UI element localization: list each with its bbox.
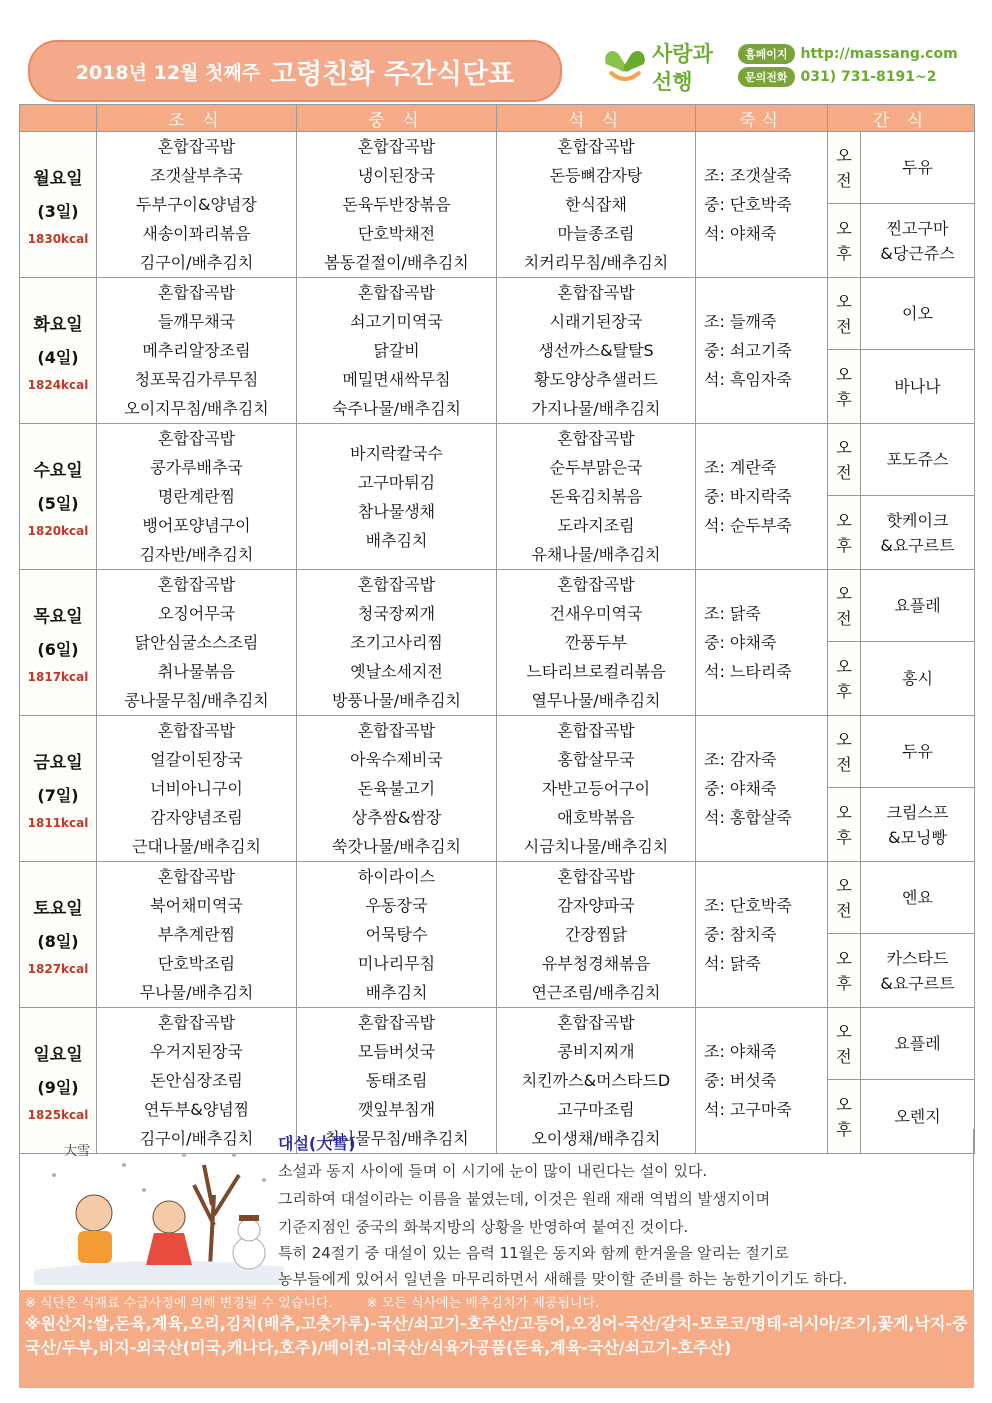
menu-item: 청국장찌개: [357, 604, 436, 623]
menu-item: 뱅어포양념구이: [142, 516, 251, 535]
menu-item: 중: 야채죽: [704, 779, 777, 798]
menu-item: 새송이꽈리볶음: [142, 224, 251, 243]
dinner-cell: [497, 570, 696, 716]
table-row: [20, 570, 975, 642]
snack-am-label: 오 전: [828, 424, 861, 496]
menu-item: 미나리무침: [357, 954, 436, 973]
homepage-url[interactable]: http://massang.com: [800, 46, 958, 62]
day-date: (8일): [37, 931, 79, 951]
porridge-cell: [696, 862, 828, 1008]
menu-item: 열무나물/배추김치: [531, 691, 661, 710]
menu-item: 오징어무국: [157, 604, 236, 623]
menu-item: 중: 바지락죽: [704, 487, 792, 506]
menu-item: 석: 야채죽: [704, 224, 777, 243]
menu-item: 혼합잡곡밥: [357, 575, 436, 594]
day-date: (6일): [37, 639, 79, 659]
menu-item: 중: 참치죽: [704, 925, 777, 944]
info-title: 대설(大雪): [278, 1134, 356, 1153]
notice-bar: [19, 1290, 974, 1312]
menu-item: 부추계란찜: [157, 925, 236, 944]
origin-notice: ※원산지:쌀,돈육,계육,오리,김치(배추,고춧가루)-국산/쇠고기-호주산/고등어,오징어-국산/갈치-모로코/명태-러시아/조기,꽃게,낙지-중국산/두부,비지-외국산(미국,캐나다,호주)/베이컨-미국산/식육가공품(돈육,계육-국산/쇠고기-호주산): [19, 1312, 974, 1388]
menu-item: 중: 쇠고기죽: [704, 341, 792, 360]
breakfast-cell: [97, 570, 297, 716]
day-kcal: 1811kcal: [27, 815, 89, 830]
menu-item: 모듬버섯국: [357, 1042, 436, 1061]
menu-item: 한식잡채: [565, 195, 627, 214]
menu-item: 혼합잡곡밥: [357, 137, 436, 156]
day-name: 수요일: [33, 460, 83, 481]
info-line-5: 농부들에게 있어서 일년을 마무리하면서 새해를 맞이할 준비를 하는 농한기이기도 하다.: [278, 1270, 848, 1288]
snack-pm: 바나나: [861, 350, 975, 424]
day-name: 목요일: [33, 606, 83, 627]
menu-item: 조: 닭죽: [704, 604, 761, 623]
svg-text:大雪: 大雪: [64, 1144, 91, 1159]
menu-item: 너비아니구이: [150, 779, 243, 798]
lunch-cell: [297, 278, 497, 424]
menu-item: 김구이/배추김치: [139, 253, 254, 272]
snack-pm: 카스타드 &요구르트: [861, 934, 975, 1008]
menu-item: 석: 느타리죽: [704, 662, 792, 681]
menu-item: 홍합살무국: [557, 750, 635, 769]
menu-item: 혼합잡곡밥: [157, 867, 236, 886]
snack-pm-label: 오 후: [828, 934, 861, 1008]
dinner-cell: [497, 862, 696, 1008]
table-row: [20, 132, 975, 204]
menu-item: 석: 흑임자죽: [704, 370, 792, 389]
menu-item: 두부구이&양념장: [136, 195, 257, 214]
menu-item: 냉이된장국: [357, 166, 436, 185]
menu-item: 들깨무채국: [157, 312, 236, 331]
menu-item: 동태조림: [365, 1071, 428, 1090]
menu-item: 오이생채/배추김치: [531, 1129, 661, 1148]
menu-item: 유부청경채볶음: [541, 954, 651, 973]
snack-am-label: 오 전: [828, 1008, 861, 1080]
snow-children-illustration: [34, 1135, 284, 1285]
menu-item: 우거지된장국: [150, 1042, 243, 1061]
menu-item: 건새우미역국: [549, 604, 643, 623]
breakfast-cell: [97, 278, 297, 424]
dinner-cell: [497, 716, 696, 862]
menu-item: 깻잎부침개: [357, 1100, 436, 1119]
menu-item: 황도양상추샐러드: [534, 370, 658, 389]
header-breakfast: 조 식: [97, 105, 297, 132]
day-cell: [20, 132, 97, 278]
day-cell: [20, 278, 97, 424]
menu-item: 감자양파국: [557, 896, 635, 915]
day-date: (4일): [37, 347, 79, 367]
table-row: [20, 716, 975, 788]
menu-item: 조기고사리찜: [350, 633, 443, 652]
menu-item: 혼합잡곡밥: [157, 1013, 236, 1032]
logo-text-1: 사랑과: [652, 42, 713, 66]
menu-item: 혼합잡곡밥: [357, 721, 436, 740]
menu-item: 혼합잡곡밥: [557, 283, 635, 302]
menu-item: 혼합잡곡밥: [557, 721, 635, 740]
phone-row: [738, 66, 983, 88]
menu-item: 단호박조림: [157, 954, 236, 973]
snack-am-label: 오 전: [828, 570, 861, 642]
day-name: 월요일: [33, 168, 83, 189]
lunch-cell: [297, 424, 497, 570]
menu-item: 쇠고기미역국: [350, 312, 443, 331]
snack-pm: 찐고구마 &당근쥬스: [861, 204, 975, 278]
menu-item: 배추김치: [365, 983, 428, 1002]
menu-item: 김구이/배추김치: [139, 1129, 254, 1148]
menu-item: 유채나물/배추김치: [531, 545, 661, 564]
dinner-cell: [497, 132, 696, 278]
menu-item: 돈육김치볶음: [549, 487, 643, 506]
day-cell: [20, 716, 97, 862]
lunch-cell: [297, 716, 497, 862]
header-porridge: 죽식: [696, 105, 828, 132]
menu-item: 연근조림/배추김치: [531, 983, 661, 1002]
heart-hands-icon: [600, 42, 650, 86]
snack-am: 엔요: [861, 862, 975, 934]
snack-pm: 오렌지: [861, 1080, 975, 1154]
day-kcal: 1827kcal: [27, 961, 89, 976]
menu-item: 고구마조림: [557, 1100, 635, 1119]
menu-item: 닭갈비: [373, 341, 420, 360]
menu-item: 시래기된장국: [549, 312, 643, 331]
menu-item: 쑥갓나물/배추김치: [331, 837, 462, 856]
day-date: (9일): [37, 1077, 79, 1097]
day-kcal: 1820kcal: [27, 523, 89, 538]
day-name: 토요일: [33, 898, 83, 919]
menu-item: 김자반/배추김치: [139, 545, 254, 564]
phone-tag: 문의전화: [738, 67, 795, 87]
menu-item: 닭안심굴소스조림: [134, 633, 259, 652]
menu-item: 혼합잡곡밥: [357, 1013, 436, 1032]
notice-kimchi: ※ 모든 식사에는 배추김치가 제공됩니다.: [366, 1295, 600, 1311]
snack-pm-label: 오 후: [828, 204, 861, 278]
menu-item: 취나물무침/배추김치: [324, 1129, 469, 1148]
menu-item: 혼합잡곡밥: [557, 575, 635, 594]
snack-pm: 홍시: [861, 642, 975, 716]
lunch-cell: [297, 862, 497, 1008]
snack-pm: 크림스프 &모닝빵: [861, 788, 975, 862]
menu-item: 혼합잡곡밥: [557, 429, 635, 448]
season-info: [19, 1129, 974, 1291]
day-kcal: 1824kcal: [27, 377, 89, 392]
menu-item: 아욱수제비국: [350, 750, 443, 769]
menu-item: 도라지조림: [557, 516, 635, 535]
menu-item: 감자양념조림: [150, 808, 243, 827]
info-line-2: 그리하여 대설이라는 이름을 붙였는데, 이것은 원래 재래 역법의 발생지이며: [278, 1190, 771, 1208]
menu-item: 자반고등어구이: [541, 779, 651, 798]
lunch-cell: [297, 132, 497, 278]
menu-item: 얼갈이된장국: [150, 750, 243, 769]
porridge-cell: [696, 716, 828, 862]
snack-am: 이오: [861, 278, 975, 350]
breakfast-cell: [97, 132, 297, 278]
menu-item: 하이라이스: [357, 867, 436, 886]
snack-am-label: 오 전: [828, 132, 861, 204]
day-date: (5일): [37, 493, 79, 513]
menu-item: 생선까스&탈탈S: [538, 341, 654, 360]
menu-item: 혼합잡곡밥: [157, 137, 236, 156]
menu-item: 방풍나물/배추김치: [331, 691, 462, 710]
snack-pm-label: 오 후: [828, 788, 861, 862]
menu-item: 혼합잡곡밥: [557, 1013, 635, 1032]
phone-number: 031) 731-8191~2: [800, 69, 937, 85]
menu-item: 혼합잡곡밥: [157, 429, 236, 448]
menu-item: 옛날소세지전: [350, 662, 443, 681]
menu-item: 돈육불고기: [357, 779, 436, 798]
menu-item: 혼합잡곡밥: [157, 283, 236, 302]
table-row: [20, 278, 975, 350]
menu-item: 가지나물/배추김치: [531, 399, 661, 418]
day-name: 금요일: [33, 752, 83, 773]
snack-pm-label: 오 후: [828, 496, 861, 570]
menu-item: 혼합잡곡밥: [357, 283, 436, 302]
page-title: 고령친화 주간식단표: [270, 58, 515, 90]
menu-item: 돈등뼈감자탕: [549, 166, 643, 185]
menu-item: 애호박볶음: [557, 808, 635, 827]
snack-am: 두유: [861, 132, 975, 204]
header-day: [20, 105, 97, 132]
menu-item: 청포묵김가루무침: [134, 370, 259, 389]
snack-am: 요플레: [861, 1008, 975, 1080]
menu-item: 취나물볶음: [157, 662, 236, 681]
menu-item: 근대나물/배추김치: [131, 837, 262, 856]
menu-table: [19, 104, 975, 1154]
porridge-cell: [696, 424, 828, 570]
menu-item: 간장찜닭: [565, 925, 627, 944]
day-kcal: 1830kcal: [27, 231, 89, 246]
menu-item: 조: 단호박죽: [704, 896, 792, 915]
table-row: [20, 424, 975, 496]
menu-item: 바지락칼국수: [350, 443, 443, 463]
snack-pm-label: 오 후: [828, 1080, 861, 1154]
menu-item: 혼합잡곡밥: [557, 137, 635, 156]
menu-item: 배추김치: [365, 530, 428, 550]
menu-item: 상추쌈&쌈장: [351, 808, 442, 827]
menu-item: 단호박채전: [357, 224, 436, 243]
menu-item: 조: 계란죽: [704, 458, 777, 477]
day-name: 일요일: [33, 1044, 83, 1065]
breakfast-cell: [97, 862, 297, 1008]
day-cell: [20, 424, 97, 570]
dinner-cell: [497, 278, 696, 424]
menu-item: 콩비지찌개: [557, 1042, 635, 1061]
menu-item: 중: 단호박죽: [704, 195, 792, 214]
menu-item: 조: 들깨죽: [704, 312, 777, 331]
menu-item: 우동장국: [365, 896, 428, 915]
logo-text-2: 선행: [652, 70, 693, 94]
table-row: [20, 1008, 975, 1080]
menu-item: 북어채미역국: [150, 896, 243, 915]
title-banner: [28, 40, 562, 102]
porridge-cell: [696, 132, 828, 278]
menu-item: 석: 고구마죽: [704, 1100, 792, 1119]
menu-item: 조: 조갯살죽: [704, 166, 792, 185]
menu-item: 혼합잡곡밥: [557, 867, 635, 886]
menu-item: 석: 닭죽: [704, 954, 761, 973]
day-date: (3일): [37, 201, 79, 221]
info-line-3: 기준지점인 중국의 화북지방의 상황을 반영하여 붙여진 것이다.: [278, 1218, 689, 1236]
menu-item: 중: 버섯죽: [704, 1071, 777, 1090]
snack-pm: 핫케이크 &요구르트: [861, 496, 975, 570]
menu-item: 숙주나물/배추김치: [331, 399, 462, 418]
snack-am-label: 오 전: [828, 862, 861, 934]
homepage-tag: 홈페이지: [738, 44, 795, 64]
menu-item: 돈육두반장볶음: [342, 195, 451, 214]
dinner-cell: [497, 424, 696, 570]
menu-item: 어묵탕수: [365, 925, 428, 944]
menu-item: 조: 감자죽: [704, 750, 777, 769]
day-date: (7일): [37, 785, 79, 805]
menu-item: 석: 홍합살죽: [704, 808, 792, 827]
breakfast-cell: [97, 424, 297, 570]
menu-item: 메추리알장조림: [142, 341, 251, 360]
day-name: 화요일: [33, 314, 83, 335]
menu-item: 중: 야채죽: [704, 633, 777, 652]
menu-item: 깐풍두부: [565, 633, 627, 652]
snack-am-label: 오 전: [828, 716, 861, 788]
menu-item: 치킨까스&머스타드D: [521, 1071, 671, 1090]
menu-item: 명란계란찜: [157, 487, 236, 506]
snack-pm-label: 오 후: [828, 350, 861, 424]
menu-item: 조갯살부추국: [150, 166, 243, 185]
menu-item: 콩나물무침/배추김치: [124, 691, 269, 710]
day-cell: [20, 862, 97, 1008]
info-line-4: 특히 24절기 중 대설이 있는 음력 11월은 동지와 함께 한겨울을 알리는 절기로: [278, 1244, 789, 1262]
table-row: [20, 862, 975, 934]
menu-item: 콩가루배추국: [150, 458, 243, 477]
header-snack: 간 식: [828, 105, 975, 132]
menu-item: 오이지무침/배추김치: [124, 399, 269, 418]
notice-change: ※ 식단은 식재료 수급사정에 의해 변경될 수 있습니다.: [25, 1295, 333, 1311]
table-header: [20, 105, 975, 132]
snack-am: 포도쥬스: [861, 424, 975, 496]
lunch-cell: [297, 570, 497, 716]
menu-item: 참나물생채: [357, 501, 436, 521]
header-dinner: 석 식: [497, 105, 696, 132]
porridge-cell: [696, 278, 828, 424]
logo: [600, 36, 725, 96]
snack-am-label: 오 전: [828, 278, 861, 350]
snack-am: 두유: [861, 716, 975, 788]
menu-item: 봄동겉절이/배추김치: [324, 253, 469, 272]
menu-item: 치커리무침/배추김치: [523, 253, 669, 272]
menu-item: 메밀면새싹무침: [342, 370, 451, 389]
menu-item: 돈안심장조림: [150, 1071, 243, 1090]
info-line-1: 소설과 동지 사이에 들며 이 시기에 눈이 많이 내린다는 설이 있다.: [278, 1162, 708, 1180]
menu-item: 마늘종조림: [557, 224, 635, 243]
porridge-cell: [696, 570, 828, 716]
day-kcal: 1817kcal: [27, 669, 89, 684]
header-lunch: 중 식: [297, 105, 497, 132]
snack-pm-label: 오 후: [828, 642, 861, 716]
menu-item: 석: 순두부죽: [704, 516, 792, 535]
menu-item: 고구마튀김: [357, 472, 436, 492]
menu-item: 느타리브로컬리볶음: [526, 662, 666, 681]
day-cell: [20, 570, 97, 716]
menu-item: 순두부맑은국: [549, 458, 643, 477]
menu-item: 시금치나물/배추김치: [523, 837, 669, 856]
day-kcal: 1825kcal: [27, 1107, 89, 1122]
homepage-row: [738, 43, 983, 65]
menu-item: 조: 야채죽: [704, 1042, 777, 1061]
snack-am: 요플레: [861, 570, 975, 642]
menu-item: 무나물/배추김치: [139, 983, 254, 1002]
breakfast-cell: [97, 716, 297, 862]
week-label: 2018년 12월 첫째주: [75, 61, 261, 84]
menu-item: 연두부&양념찜: [143, 1100, 250, 1119]
menu-item: 혼합잡곡밥: [157, 721, 236, 740]
menu-item: 혼합잡곡밥: [157, 575, 236, 594]
